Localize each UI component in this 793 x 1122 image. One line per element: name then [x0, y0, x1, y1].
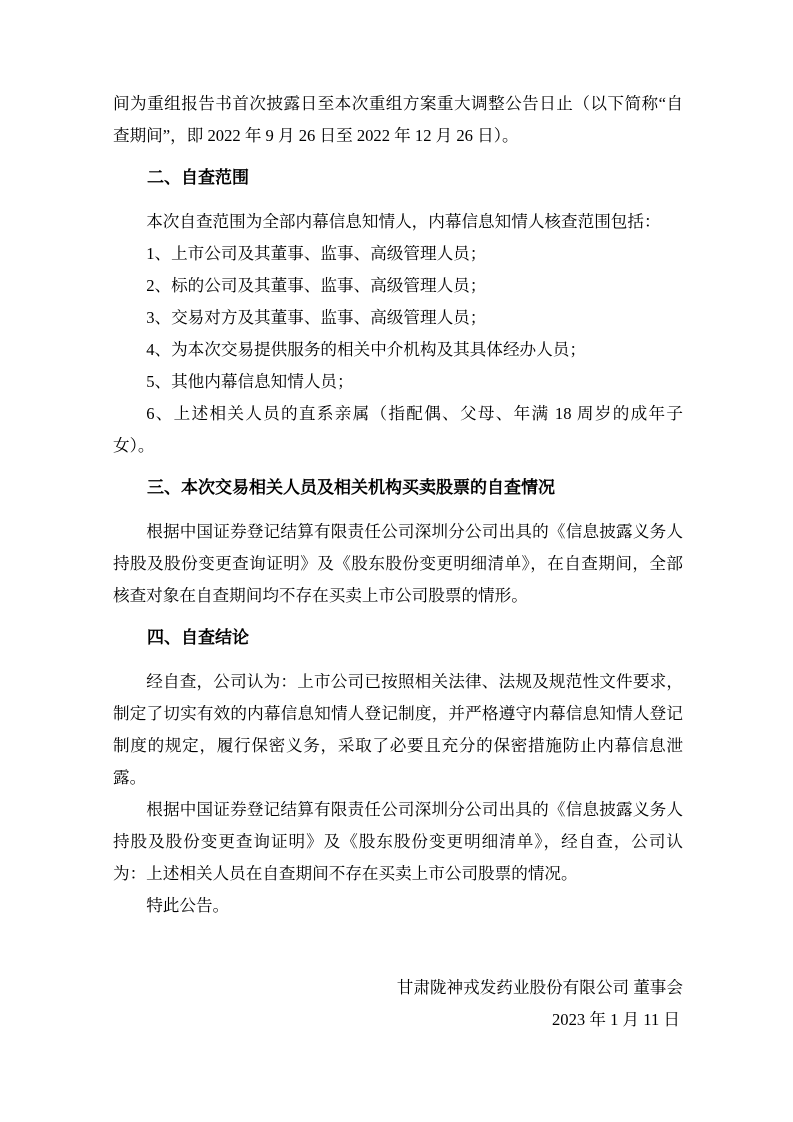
signature-block — [113, 972, 683, 1036]
continuation-paragraph: 间为重组报告书首次披露日至本次重组方案重大调整公告日止（以下简称“自查期间”，即 2022 年 9 月 26 日至 2022 年 12 月 26 日）。 — [113, 94, 683, 145]
trading-check-paragraph: 根据中国证券登记结算有限责任公司深圳分公司出具的《信息披露义务人持股及股份变更查询证明》及《股东股份变更明细清单》，在自查期间，全部核查对象在自查期间均不存在买卖上市公司股票的情形。 — [113, 522, 683, 605]
signature-company: 甘肃陇神戎发药业股份有限公司 董事会 — [396, 978, 683, 997]
section-heading-conclusion: 四、自查结论 — [147, 628, 249, 647]
closing-announcement-line: 特此公告。 — [146, 896, 230, 915]
list-item-4: 4、为本次交易提供服务的相关中介机构及其具体经办人员； — [146, 340, 586, 359]
list-item-5: 5、其他内幕信息知情人员； — [146, 372, 354, 391]
list-item-2: 2、标的公司及其董事、监事、高级管理人员； — [146, 276, 487, 295]
section-heading-trading-check: 三、本次交易相关人员及相关机构买卖股票的自查情况 — [147, 478, 555, 497]
conclusion-paragraph-1: 经自查，公司认为：上市公司已按照相关法律、法规及规范性文件要求，制定了切实有效的内幕信息知情人登记制度，并严格遵守内幕信息知情人登记制度的规定，履行保密义务，采取了必要且充分的保密措施防止内幕信息泄露。 — [113, 672, 683, 787]
section-heading-scope: 二、自查范围 — [147, 168, 249, 187]
signature-date: 2023 年 1 月 11 日 — [552, 1010, 680, 1029]
list-item-3: 3、交易对方及其董事、监事、高级管理人员； — [146, 308, 487, 327]
list-item-1: 1、上市公司及其董事、监事、高级管理人员； — [146, 244, 487, 263]
list-item-6: 6、上述相关人员的直系亲属（指配偶、父母、年满 18 周岁的成年子女）。 — [113, 404, 683, 455]
scope-intro-paragraph: 本次自查范围为全部内幕信息知情人，内幕信息知情人核查范围包括： — [146, 212, 661, 231]
conclusion-paragraph-2: 根据中国证券登记结算有限责任公司深圳分公司出具的《信息披露义务人持股及股份变更查询证明》及《股东股份变更明细清单》，经自查，公司认为：上述相关人员在自查期间不存在买卖上市公司股票的情况。 — [113, 800, 683, 883]
